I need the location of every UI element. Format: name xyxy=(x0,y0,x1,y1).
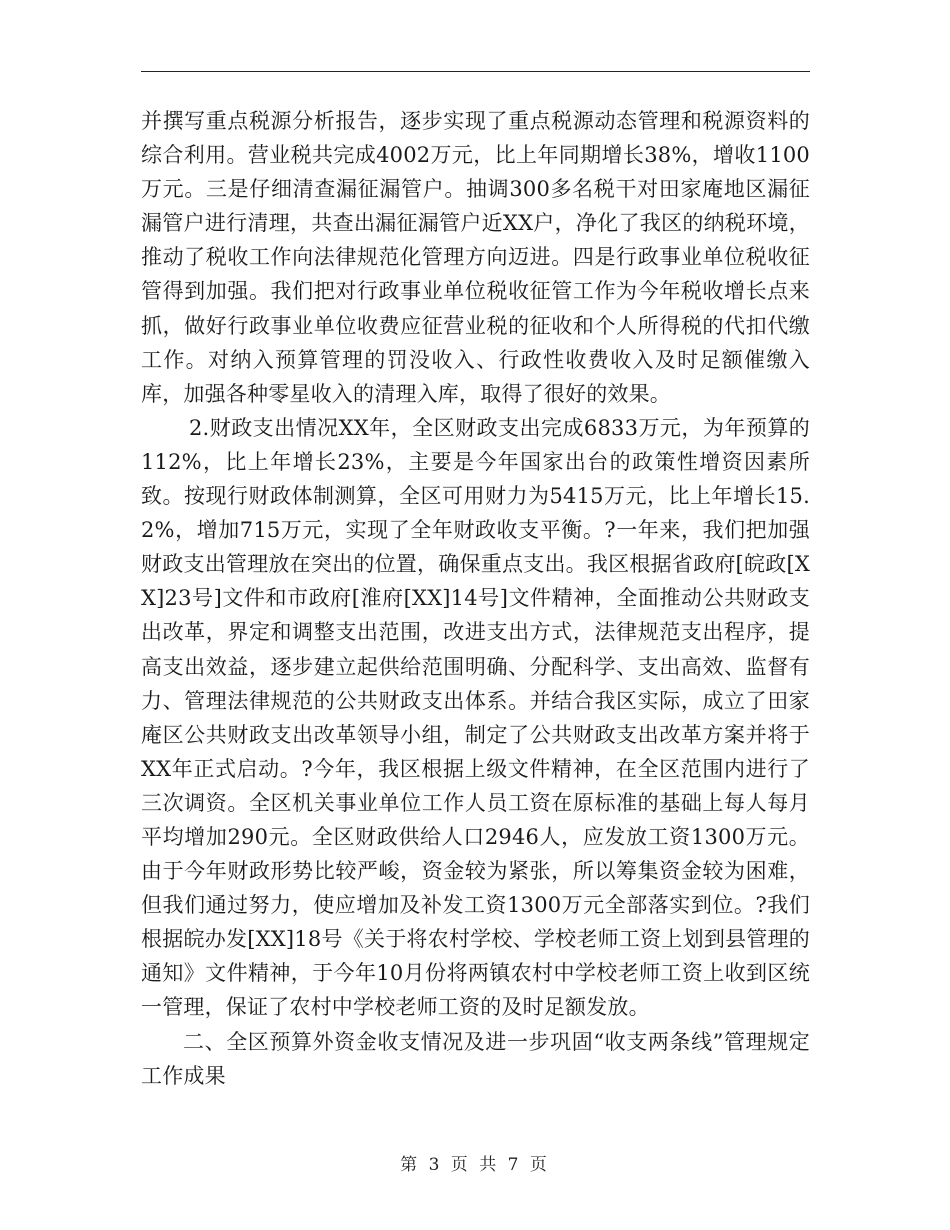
header-rule xyxy=(141,71,810,72)
section-heading: 二、全区预算外资金收支情况及进一步巩固“收支两条线”管理规定工作成果 xyxy=(141,1029,810,1088)
body-paragraph: 2.财政支出情况XX年，全区财政支出完成6833万元，为年预算的112%，比上年增长23%，主要是今年国家出台的政策性增资因素所致。按现行财政体制测算，全区可用财力为5415万元，比上年增长15.2%，增加715万元，实现了全年财政收支平衡。?一年来，我们把加强财政支出管理放在突出的位置，确保重点支出。我区根据省政府[皖政[XX]23号]文件和市政府[淮府[XX]14号]文件精神，全面推动公共财政支出改革，界定和调整支出范围，改进支出方式，法律规范支出程序，提高支出效益，逐步建立起供给范围明确、分配科学、支出高效、监督有力、管理法律规范的公共财政支出体系。并结合我区实际，成立了田家庵区公共财政支出改革领导小组，制定了公共财政支出改革方案并将于XX年正式启动。?今年，我区根据上级文件精神，在全区范围内进行了三次调资。全区机关事业单位工作人员工资在原标准的基础上每人每月平均增加290元。全区财政供给人口2946人，应发放工资1300万元。由于今年财政形势比较严峻，资金较为紧张，所以筹集资金较为困难，但我们通过努力，使应增加及补发工资1300万元全部落实到位。?我们根据皖办发[XX]18号《关于将农村学校、学校老师工资上划到县管理的通知》文件精神，于今年10月份将两镇农村中学校老师工资上收到区统一管理，保证了农村中学校老师工资的及时足额发放。 xyxy=(141,415,810,1020)
body-paragraph: 并撰写重点税源分析报告，逐步实现了重点税源动态管理和税源资料的综合利用。营业税共完成4002万元，比上年同期增长38%，增收1100万元。三是仔细清查漏征漏管户。抽调300多名税干对田家庵地区漏征漏管户进行清理，共查出漏征漏管户近XX户，净化了我区的纳税环境，推动了税收工作向法律规范化管理方向迈进。四是行政事业单位税收征管得到加强。我们把对行政事业单位税收征管工作为今年税收增长点来抓，做好行政事业单位收费应征营业税的征收和个人所得税的代扣代缴工作。对纳入预算管理的罚没收入、行政性收费收入及时足额催缴入库，加强各种零星收入的清理入库，取得了很好的效果。 xyxy=(141,109,810,406)
page-number: 第 3 页 共 7 页 xyxy=(400,1155,550,1175)
document-body xyxy=(141,104,810,1093)
